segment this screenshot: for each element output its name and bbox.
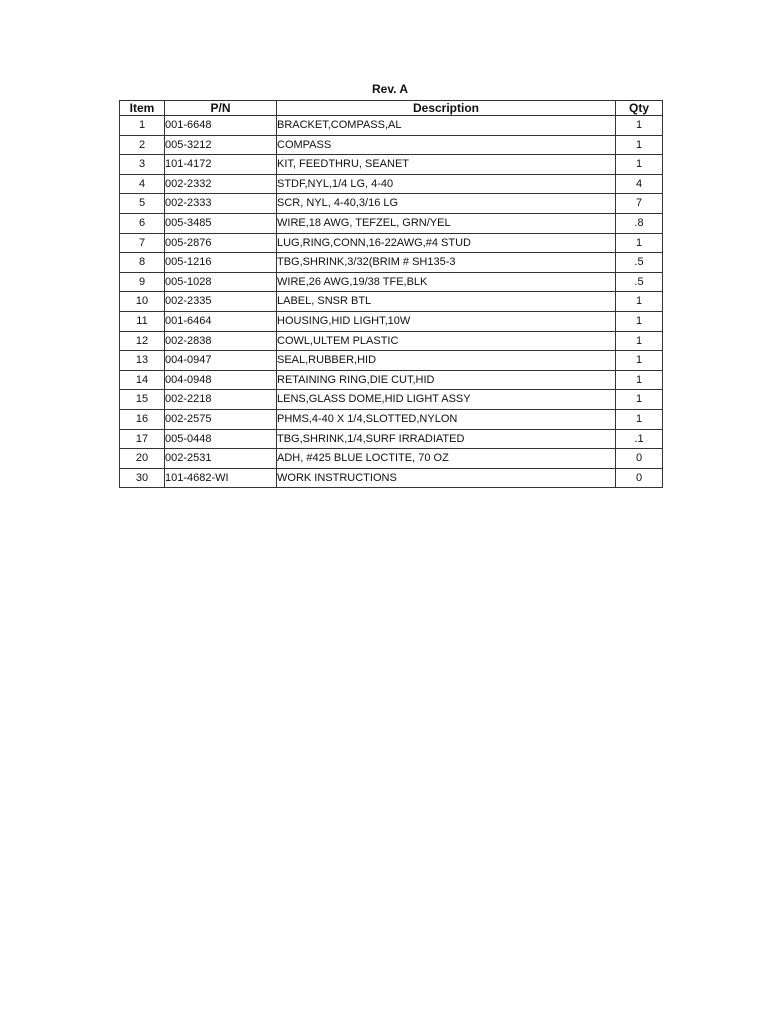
cell-part-number: 002-2838 [165,331,277,351]
cell-item: 6 [120,213,165,233]
cell-part-number: 002-2332 [165,174,277,194]
cell-quantity: 1 [616,311,663,331]
cell-description: PHMS,4-40 X 1/4,SLOTTED,NYLON [277,409,616,429]
cell-part-number: 005-1216 [165,253,277,273]
cell-description: WIRE,26 AWG,19/38 TFE,BLK [277,272,616,292]
table-row [120,253,663,273]
cell-item: 12 [120,331,165,351]
column-header-description: Description [277,101,616,116]
cell-part-number: 002-2333 [165,194,277,214]
cell-item: 5 [120,194,165,214]
cell-part-number: 005-3212 [165,135,277,155]
cell-description: WIRE,18 AWG, TEFZEL, GRN/YEL [277,213,616,233]
table-row [120,135,663,155]
cell-quantity: 1 [616,390,663,410]
cell-quantity: 1 [616,351,663,371]
cell-quantity: 1 [616,292,663,312]
cell-description: SCR, NYL, 4-40,3/16 LG [277,194,616,214]
cell-quantity: 0 [616,449,663,469]
table-row [120,292,663,312]
cell-quantity: 0 [616,468,663,488]
cell-description: SEAL,RUBBER,HID [277,351,616,371]
cell-part-number: 005-2876 [165,233,277,253]
cell-part-number: 002-2335 [165,292,277,312]
cell-description: WORK INSTRUCTIONS [277,468,616,488]
cell-description: BRACKET,COMPASS,AL [277,116,616,136]
table-row [120,390,663,410]
table-row [120,213,663,233]
cell-part-number: 002-2575 [165,409,277,429]
cell-quantity: 1 [616,409,663,429]
cell-description: TBG,SHRINK,1/4,SURF IRRADIATED [277,429,616,449]
cell-item: 4 [120,174,165,194]
cell-part-number: 002-2218 [165,390,277,410]
cell-description: LENS,GLASS DOME,HID LIGHT ASSY [277,390,616,410]
cell-part-number: 002-2531 [165,449,277,469]
cell-item: 14 [120,370,165,390]
table-row [120,449,663,469]
cell-quantity: 1 [616,331,663,351]
cell-quantity: .5 [616,253,663,273]
cell-quantity: .8 [616,213,663,233]
cell-part-number: 004-0947 [165,351,277,371]
table-row [120,155,663,175]
bill-of-materials-table [119,100,663,488]
table-row [120,194,663,214]
cell-part-number: 001-6464 [165,311,277,331]
cell-item: 3 [120,155,165,175]
table-row [120,429,663,449]
cell-quantity: 1 [616,155,663,175]
cell-description: TBG,SHRINK,3/32(BRIM # SH135-3 [277,253,616,273]
cell-part-number: 005-1028 [165,272,277,292]
cell-part-number: 005-0448 [165,429,277,449]
cell-item: 1 [120,116,165,136]
cell-item: 2 [120,135,165,155]
cell-quantity: 1 [616,370,663,390]
cell-item: 16 [120,409,165,429]
cell-part-number: 101-4682-WI [165,468,277,488]
cell-item: 8 [120,253,165,273]
table-row [120,351,663,371]
table-header-row [120,101,663,116]
cell-quantity: 4 [616,174,663,194]
cell-quantity: 1 [616,116,663,136]
cell-part-number: 005-3485 [165,213,277,233]
table-body [120,116,663,488]
table-row [120,174,663,194]
cell-item: 10 [120,292,165,312]
table-row [120,370,663,390]
revision-title: Rev. A [371,82,408,96]
table-row [120,409,663,429]
cell-description: KIT, FEEDTHRU, SEANET [277,155,616,175]
cell-item: 15 [120,390,165,410]
cell-quantity: .1 [616,429,663,449]
cell-quantity: .5 [616,272,663,292]
cell-item: 9 [120,272,165,292]
cell-quantity: 7 [616,194,663,214]
column-header-item: Item [120,101,165,116]
table-row [120,331,663,351]
table-row [120,272,663,292]
cell-description: COWL,ULTEM PLASTIC [277,331,616,351]
column-header-pn: P/N [165,101,277,116]
cell-part-number: 001-6648 [165,116,277,136]
table-row [120,233,663,253]
cell-description: COMPASS [277,135,616,155]
cell-item: 17 [120,429,165,449]
cell-item: 30 [120,468,165,488]
column-header-qty: Qty [616,101,663,116]
cell-description: HOUSING,HID LIGHT,10W [277,311,616,331]
cell-part-number: 004-0948 [165,370,277,390]
cell-item: 20 [120,449,165,469]
cell-item: 13 [120,351,165,371]
cell-item: 11 [120,311,165,331]
cell-description: STDF,NYL,1/4 LG, 4-40 [277,174,616,194]
cell-quantity: 1 [616,135,663,155]
cell-description: LUG,RING,CONN,16-22AWG,#4 STUD [277,233,616,253]
table-row [120,468,663,488]
cell-quantity: 1 [616,233,663,253]
cell-item: 7 [120,233,165,253]
cell-part-number: 101-4172 [165,155,277,175]
table-row [120,116,663,136]
table-row [120,311,663,331]
cell-description: RETAINING RING,DIE CUT,HID [277,370,616,390]
cell-description: LABEL, SNSR BTL [277,292,616,312]
cell-description: ADH, #425 BLUE LOCTITE, 70 OZ [277,449,616,469]
